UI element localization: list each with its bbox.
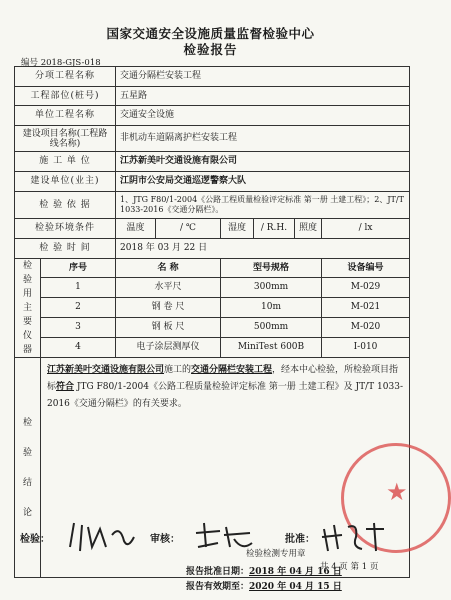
valid-until-date: 报告有效期至：2020 年 04 月 15 日 [186,582,342,592]
seal-caption: 检验检测专用章 [246,549,306,559]
label-environment: 检验环境条件 [15,219,116,239]
label-sub-project: 分项工程名称 [15,67,116,87]
instrument-seq: 2 [41,298,116,318]
header-model: 型号规格 [221,259,322,278]
seal-star-icon: ★ [386,478,408,506]
instrument-id: M-021 [322,298,410,318]
instrument-model: MiniTest 600B [221,338,322,358]
value-basis: 1、JTG F80/1-2004《公路工程质量检验评定标准 第一册 土建工程》；2、JT/T 1033-2016《交通分隔栏》。 [116,192,410,219]
instrument-seq: 3 [41,318,116,338]
row-unit-project [15,106,410,126]
row-sub-project [15,67,410,87]
value-inspection-time: 2018 年 03 月 22 日 [116,239,410,259]
instrument-id: M-029 [322,278,410,298]
approver-label: 批准： [285,534,315,545]
reviewer-signature [190,517,260,555]
value-illuminance: / lx [322,219,410,239]
instruments-side-label: 检 验 用 主 要 仪 器 [15,259,41,358]
value-contractor: 江苏新美叶交通设施有限公司 [116,152,410,172]
instrument-name: 钢 卷 尺 [116,298,221,318]
conclusion-side-label: 检 验 结 论 [15,358,41,578]
row-inspection-time [15,239,410,259]
row-environment [15,219,410,239]
value-unit-project: 交通安全设施 [116,106,410,126]
instrument-seq: 4 [41,338,116,358]
row-owner [15,172,410,192]
label-unit-project: 单位工程名称 [15,106,116,126]
value-sub-project: 交通分隔栏安装工程 [116,67,410,87]
label-owner: 建设单位(业主) [15,172,116,192]
instrument-id: I-010 [322,338,410,358]
value-construction-project: 非机动车道隔离护栏安装工程 [116,126,410,152]
value-owner: 江阴市公安局交通巡逻警察大队 [116,172,410,192]
label-basis: 检 验 依 据 [15,192,116,219]
report-title-line1: 国家交通安全设施质量监督检验中心 [106,26,315,41]
page-footer: 共 4 页 第 1 页 [320,562,379,572]
instrument-id: M-020 [322,318,410,338]
label-humidity: 湿度 [221,219,254,239]
instruments-header-row [15,259,410,278]
report-title-line2: 检验报告 [183,42,238,57]
label-construction-project: 建设项目名称(工程路线名称) [15,126,116,152]
report-table [14,66,410,592]
approval-date: 报告批准日期：2018 年 04 月 16 日 [186,567,342,577]
row-basis [15,192,410,219]
instrument-row [15,338,410,358]
row-construction-project [15,126,410,152]
signature-row [0,515,421,555]
doc-number: 编号 2018-GJS-018 [21,58,101,68]
row-location [15,87,410,106]
instrument-model: 10m [221,298,322,318]
inspector-signature [62,517,142,555]
label-temperature: 温度 [116,219,156,239]
instrument-name: 电子涂层测厚仪 [116,338,221,358]
instrument-seq: 1 [41,278,116,298]
label-illuminance: 照度 [295,219,322,239]
label-contractor: 施 工 单 位 [15,152,116,172]
inspector-label: 检验： [20,534,50,545]
header-name: 名 称 [116,259,221,278]
label-inspection-time: 检 验 时 间 [15,239,116,259]
row-contractor [15,152,410,172]
reviewer-label: 审核： [150,534,180,545]
header-equipment-id: 设备编号 [322,259,410,278]
header-seq: 序号 [41,259,116,278]
approver-signature [318,517,388,555]
instrument-name: 钢 板 尺 [116,318,221,338]
label-location: 工程部位(桩号) [15,87,116,106]
instrument-row [15,278,410,298]
instrument-row [15,298,410,318]
instrument-name: 水平尺 [116,278,221,298]
value-temperature: / ℃ [156,219,221,239]
instrument-model: 300mm [221,278,322,298]
value-location: 五星路 [116,87,410,106]
instrument-model: 500mm [221,318,322,338]
conclusion-text: 江苏新美叶交通设施有限公司施工的交通分隔栏安装工程，经本中心检验，所检验项目指标符合 JTG F80/1-2004《公路工程质量检验评定标准 第一册 土建工程》及 JT/T 1033-2016《交通分隔栏》的有关要求。 [47,365,403,409]
value-humidity: / R.H. [254,219,295,239]
instrument-row [15,318,410,338]
